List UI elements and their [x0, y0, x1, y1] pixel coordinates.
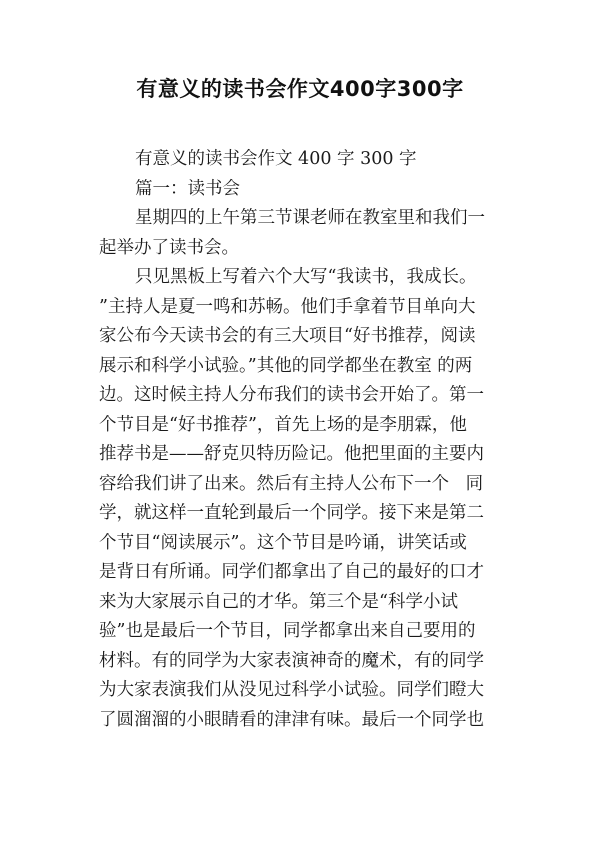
body-line: 容给我们讲了出来。然后有主持人公布下一个 同 [99, 473, 484, 494]
body-line: 展示和科学小试验。”其他的同学都坐在教室 的两 [99, 355, 473, 376]
body-line: 起举办了读书会。 [99, 237, 239, 258]
body-line: 只见黑板上写着六个大写“我读书，我成长。 [135, 267, 477, 287]
body-line: 了圆溜溜的小眼睛看的津津有味。最后一个同学也 [99, 709, 484, 730]
body-line: 来为大家展示自己的才华。第三个是“科学小试 [99, 591, 458, 612]
body-line: 为大家表演我们从没见过科学小试验。同学们瞪大 [99, 680, 484, 700]
body-line: 边。这时候主持人分布我们的读书会开始了。第一 [99, 385, 484, 405]
document-title: 有意义的读书会作文400字300字 [136, 77, 464, 101]
body-line-section-heading: 篇一：读书会 [135, 178, 240, 199]
body-line: 个节目是“好书推荐”，首先上场的是李朋霖，他 [99, 414, 467, 435]
body-line: 是背日有所诵。同学们都拿出了自己的最好的口才 [99, 562, 484, 582]
body-line: 星期四的上午第三节课老师在教室里和我们一 [135, 208, 485, 228]
body-line: 学，就这样一直轮到最后一个同学。接下来是第二 [99, 503, 484, 523]
body-line: 家公布今天读书会的有三大项目“好书推荐，阅读 [99, 326, 476, 346]
body-line: 材料。有的同学为大家表演神奇的魔术，有的同学 [99, 650, 484, 671]
body-line: 个节目“阅读展示”。这个节目是吟诵，讲笑话或 [99, 532, 467, 553]
document-body [99, 145, 505, 735]
body-line: ”主持人是夏一鸣和苏畅。他们手拿着节目单向大 [99, 296, 476, 317]
body-line: 验”也是最后一个节目，同学都拿出来自己要用的 [99, 621, 476, 641]
body-line-subtitle: 有意义的读书会作文 400 字 300 字 [135, 149, 417, 169]
body-line: 推荐书是——舒克贝特历险记。他把里面的主要内 [99, 444, 484, 464]
